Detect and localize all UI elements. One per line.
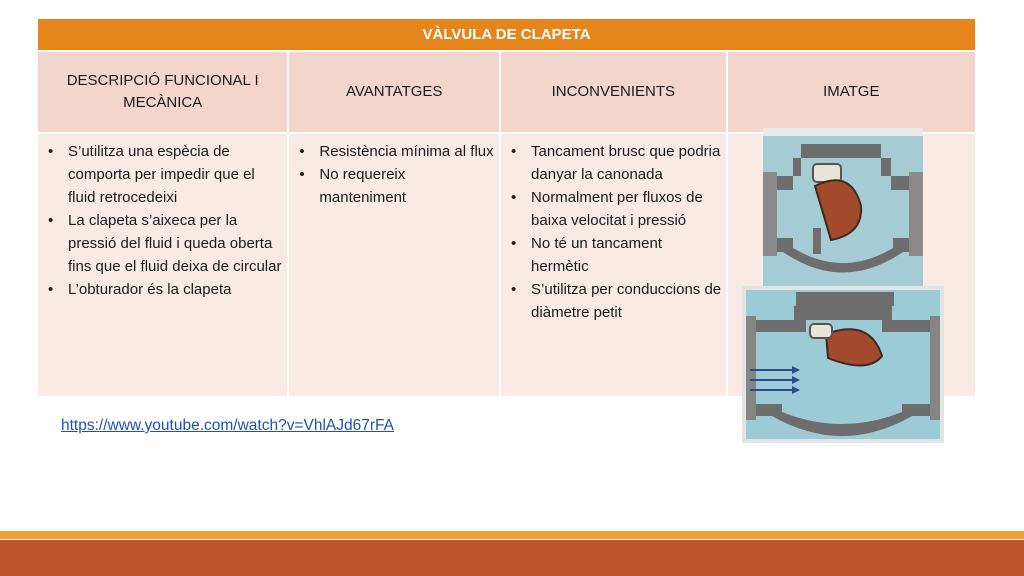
disadvantages-cell [501,134,728,396]
list-item: • Tancament brusc que podria danyar la canonada [531,140,722,186]
valve-closed-image [763,128,923,288]
footer-accent-line [0,531,1024,539]
header-row [38,52,975,132]
youtube-link[interactable]: https://www.youtube.com/watch?v=VhlAJd67rFA [61,417,394,434]
header-disadvantages: INCONVENIENTS [501,52,728,132]
valve-open-image [742,286,944,443]
list-item: • L’obturador és la clapeta [68,278,283,301]
description-list [38,140,287,301]
list-item: • S’utilitza una espècia de comporta per impedir que el fluid retrocedeixi [68,140,283,209]
list-item: • No té un tancament hermètic [531,232,722,278]
table-title: VÀLVULA DE CLAPETA [38,19,975,52]
list-item: • No requereix manteniment [319,163,495,209]
list-item: • La clapeta s’aixeca per la pressió del fluid i queda oberta fins que el fluid deixa de circular [68,209,283,278]
advantages-list [289,140,499,209]
description-cell [38,134,289,396]
list-item: • Resistència mínima al flux [319,140,495,163]
header-description: DESCRIPCIÓ FUNCIONAL I MECÀNICA [38,52,289,132]
header-advantages: AVANTATGES [289,52,501,132]
footer-bar [0,540,1024,576]
list-item: • S’utilitza per conduccions de diàmetre petit [531,278,722,324]
disadvantages-list [501,140,726,324]
list-item: • Normalment per fluxos de baixa velocitat i pressió [531,186,722,232]
advantages-cell [289,134,501,396]
header-image: IMATGE [823,83,880,100]
